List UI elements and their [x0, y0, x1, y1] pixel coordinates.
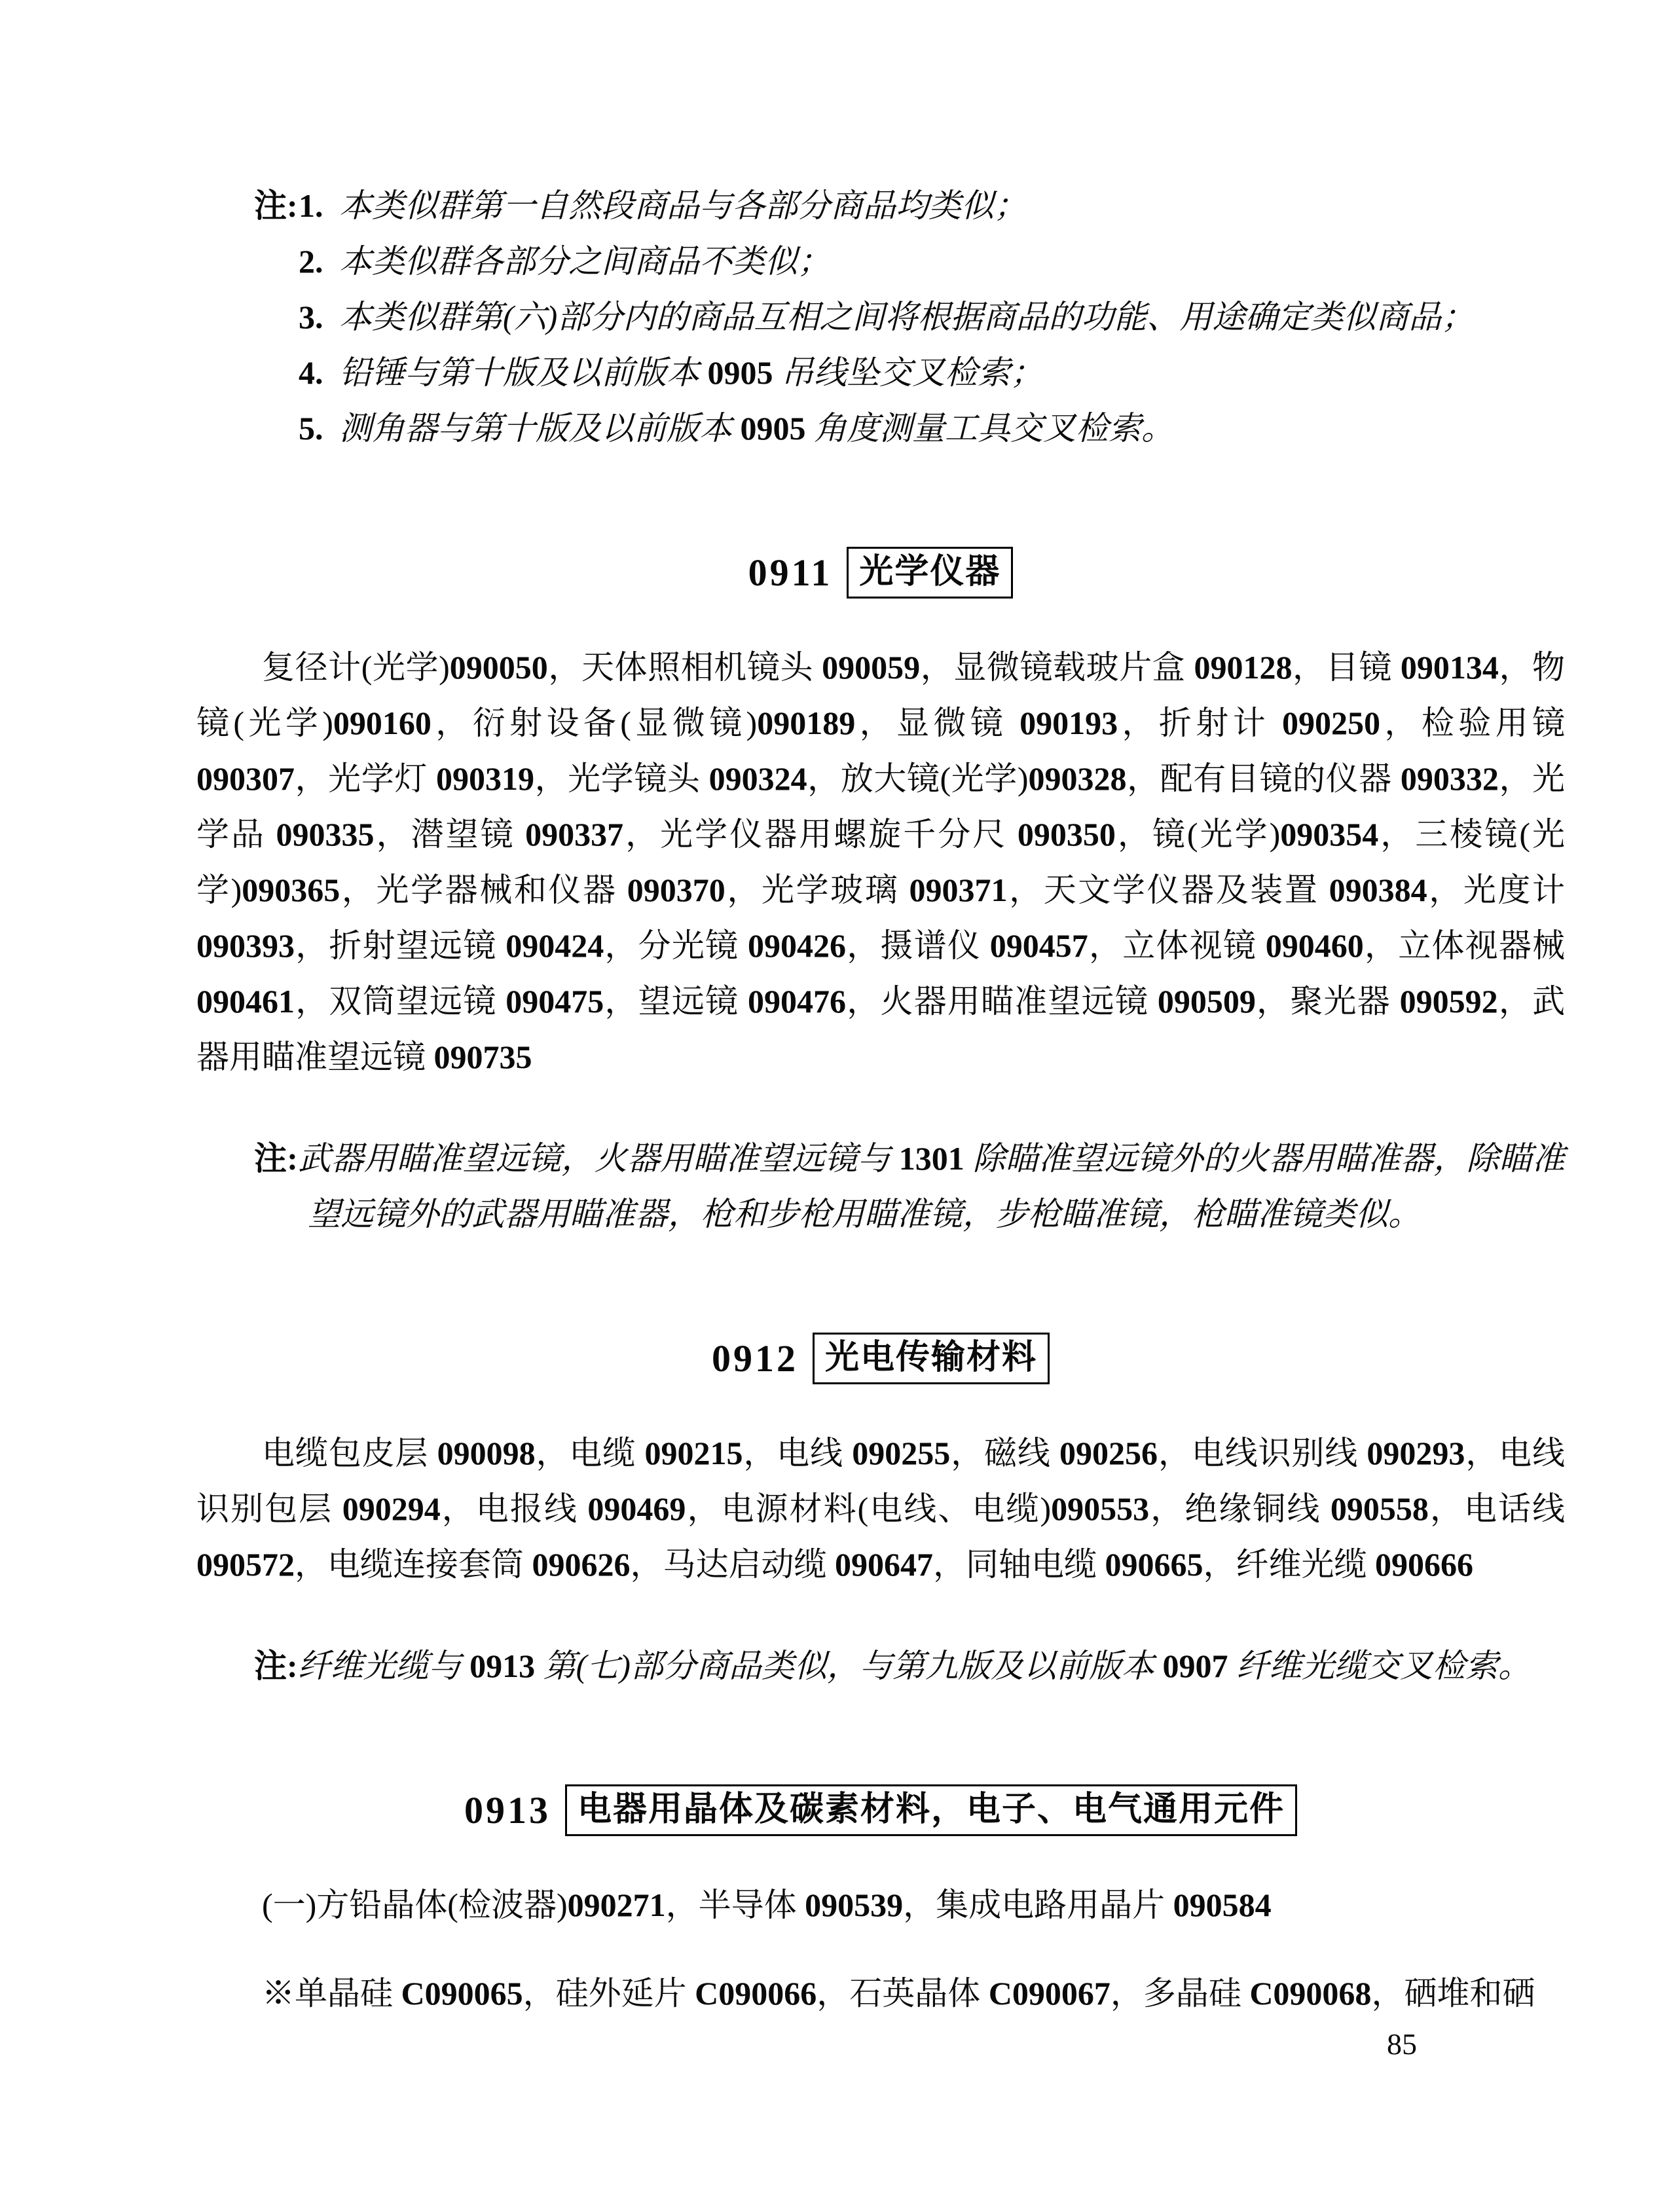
section-heading-0913 [196, 1779, 1565, 1838]
section-note [196, 1131, 1565, 1242]
section-code: 0913 [464, 1789, 551, 1832]
note-item-number: 3. [299, 299, 323, 335]
section-0912 [196, 1327, 1565, 1694]
note-item-2 [299, 234, 1565, 289]
section-paragraph: (一)方铅晶体(检波器)090271，半导体 090539，集成电路用晶片 090584 [262, 1887, 1272, 1924]
note-item-3 [299, 289, 1565, 345]
section-0911 [196, 542, 1565, 1242]
note-text: 纤维光缆与 0913 第(七)部分商品类似，与第九版及以前版本 0907 纤维光缆交叉检索。 [297, 1648, 1531, 1685]
note-item-number: 4. [299, 354, 323, 391]
note-item-5 [299, 401, 1565, 456]
section-paragraph: ※单晶硅 C090065，硅外延片 C090066，石英晶体 C090067，多晶硅 C090068，硒堆和硒 [262, 1975, 1535, 2012]
page-content [196, 178, 1565, 2054]
section-heading-0912 [196, 1327, 1565, 1386]
section-0913 [196, 1779, 1565, 2021]
section-note [196, 1638, 1565, 1694]
note-item-number: 2. [299, 243, 323, 280]
note-item-text: 测角器与第十版及以前版本 0905 角度测量工具交叉检索。 [339, 410, 1174, 447]
note-text: 武器用瞄准望远镜，火器用瞄准望远镜与 1301 除瞄准望远镜外的火器用瞄准器，除瞄准望远镜外的武器用瞄准器，枪和步枪用瞄准镜，步枪瞄准镜，枪瞄准镜类似。 [297, 1140, 1566, 1233]
section-code: 0911 [748, 551, 833, 595]
note-item-number: 1. [299, 187, 323, 224]
section-code: 0912 [711, 1337, 798, 1380]
note-label: 注: [254, 187, 298, 224]
section-title-box: 光学仪器 [847, 547, 1013, 599]
note-item-text: 本类似群第(六)部分内的商品互相之间将根据商品的功能、用途确定类似商品； [339, 299, 1475, 335]
note-item-text: 铅锤与第十版及以前版本 0905 吊线坠交叉检索； [339, 354, 1043, 391]
note-item-number: 5. [299, 410, 323, 447]
note-label: 注: [254, 1140, 298, 1177]
note-label: 注: [254, 1648, 298, 1685]
section-heading-0911 [196, 542, 1565, 600]
page-number: 85 [1387, 2027, 1417, 2061]
section-title-box: 光电传输材料 [813, 1333, 1050, 1385]
note-item-text: 本类似群各部分之间商品不类似； [339, 243, 830, 280]
note-item-text: 本类似群第一自然段商品与各部分商品均类似； [339, 187, 1027, 224]
note-item-4 [299, 345, 1565, 401]
section-body: 电缆包皮层 090098，电缆 090215，电线 090255，磁线 090256，电线识别线 090293，电线识别包层 090294，电报线 090469，电源材料(电线、电缆)090553，绝缘铜线 090558，电话线 090572，电缆连接套筒 090626，马达启动缆 090647，同轴电缆 090665，纤维光缆 090666 [196, 1435, 1566, 1583]
section-title-box: 电器用晶体及碳素材料，电子、电气通用元件 [565, 1784, 1297, 1837]
top-note-list [196, 178, 1565, 456]
section-body: 复径计(光学)090050，天体照相机镜头 090059，显微镜载玻片盒 090128，目镜 090134，物镜(光学)090160，衍射设备(显微镜)090189，显微镜 090193，折射计 090250，检验用镜 090307，光学灯 090319，光学镜头 090324，放大镜(光学)090328，配有目镜的仪器 090332，光学品 090335，潜望镜 090337，光学仪器用螺旋千分尺 090350，镜(光学)090354，三棱镜(光学)090365，光学器械和仪器 090370，光学玻璃 090371，天文学仪器及装置 090384，光度计 090393，折射望远镜 090424，分光镜 090426，摄谱仪 090457，立体视镜 090460，立体视器械 090461，双筒望远镜 090475，望远镜 090476，火器用瞄准望远镜 090509，聚光器 090592，武器用瞄准望远镜 090735 [196, 649, 1566, 1076]
note-item-1 [254, 178, 1565, 234]
